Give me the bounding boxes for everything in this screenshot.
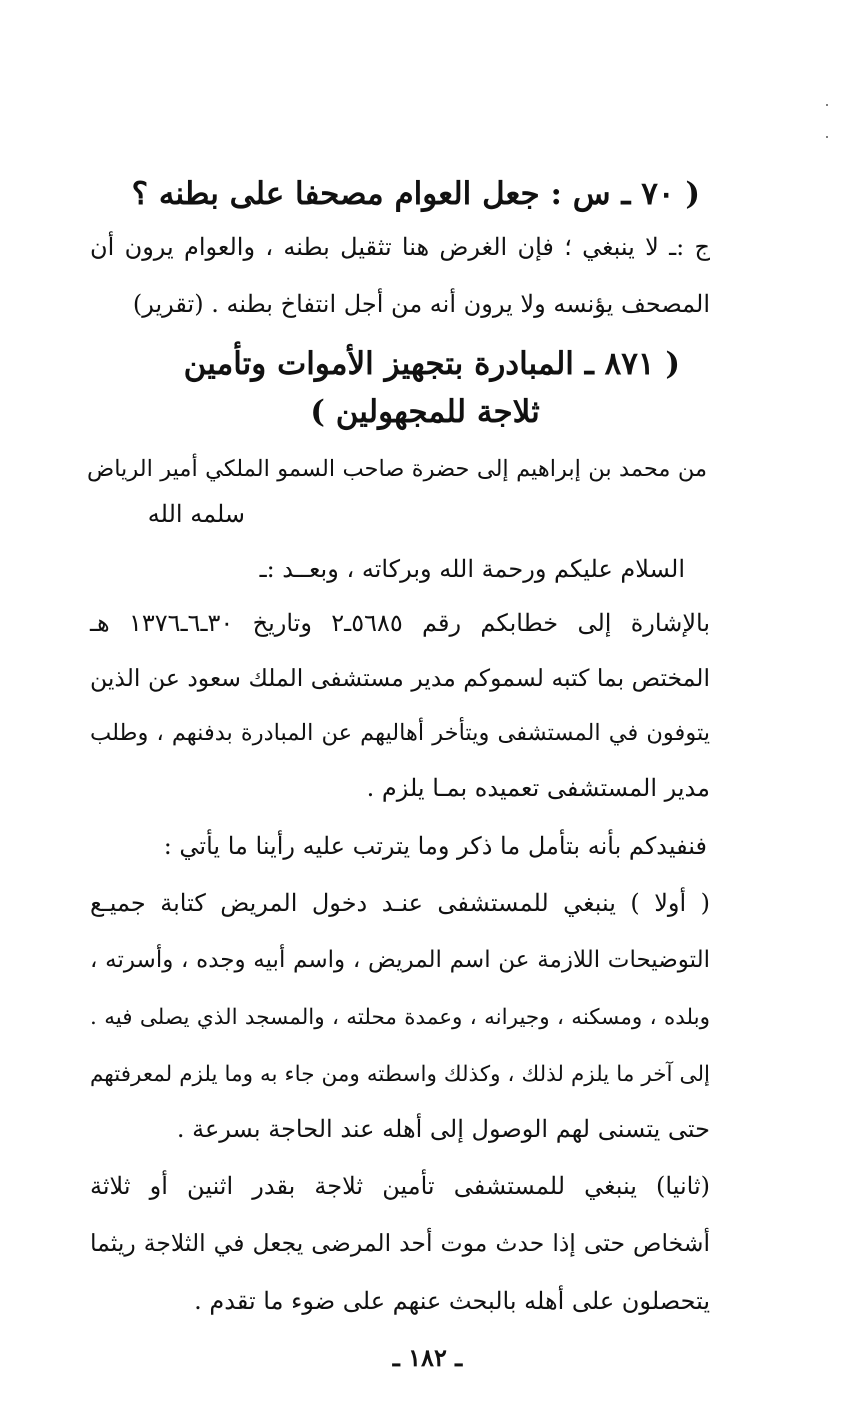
paragraph-line: المختص بما كتبه لسموكم مدير مستشفى الملك سعود عن الذين	[90, 664, 710, 692]
paragraph-line: إلى آخر ما يلزم لذلك ، وكذلك واسطته ومن جاء به وما يلزم لمعرفتهم	[90, 1062, 711, 1087]
paragraph-line: حتى يتسنى لهم الوصول إلى أهله عند الحاجة بسرعة .	[176, 1115, 710, 1143]
question-heading-871-line1: ( ٨٧١ ـ المبادرة بتجهيز الأموات وتأمين	[183, 346, 680, 382]
scan-speck	[826, 104, 828, 106]
paragraph-line: يتوفون في المستشفى ويتأخر أهاليهم عن المبادرة بدفنهم ، وطلب	[90, 720, 710, 746]
letter-greeting: السلام عليكم ورحمة الله وبركاته ، وبعــد :ـ	[259, 555, 685, 583]
paragraph-line: فنفيدكم بأنه بتأمل ما ذكر وما يترتب عليه رأينا ما يأتي :	[163, 832, 707, 860]
paragraph-line: ( أولا ) ينبغي للمستشفى عنـد دخول المريض كتابة جميـع	[90, 889, 710, 917]
question-heading-870: ( ٧٠ ـ س : جعل العوام مصحفا على بطنه ؟	[131, 176, 700, 212]
answer-line: المصحف يؤنسه ولا يرون أنه من أجل انتفاخ بطنه . (تقرير)	[132, 290, 710, 318]
paragraph-line: وبلده ، ومسكنه ، وجيرانه ، وعمدة محلته ، والمسجد الذي يصلى فيه .	[90, 1005, 710, 1030]
answer-line: ج :ـ لا ينبغي ؛ فإن الغرض هنا تثقيل بطنه ، والعوام يرون أن	[90, 233, 710, 261]
letter-address: من محمد بن إبراهيم إلى حضرة صاحب السمو الملكي أمير الرياض	[87, 456, 707, 482]
paragraph-line: مدير المستشفى تعميده بمـا يلزم .	[366, 774, 710, 802]
paragraph-line: يتحصلون على أهله بالبحث عنهم على ضوء ما تقدم .	[194, 1287, 710, 1315]
scan-speck	[826, 136, 828, 138]
letter-address-blessing: سلمه الله	[147, 500, 245, 528]
paragraph-line: التوضيحات اللازمة عن اسم المريض ، واسم أبيه وجده ، وأسرته ،	[90, 947, 710, 973]
paragraph-line: أشخاص حتى إذا حدث موت أحد المرضى يجعل في الثلاجة ريثما	[90, 1229, 710, 1257]
paragraph-line: بالإشارة إلى خطابكم رقم ٥٦٨٥ـ٢ وتاريخ ٣٠ـ٦ـ١٣٧٦ هـ	[90, 609, 710, 637]
page-number: ـ ١٨٢ ـ	[392, 1343, 463, 1372]
question-heading-871-line2: ثلاجة للمجهولين )	[310, 394, 540, 430]
paragraph-line: (ثانيا) ينبغي للمستشفى تأمين ثلاجة بقدر اثنين أو ثلاثة	[90, 1172, 710, 1200]
